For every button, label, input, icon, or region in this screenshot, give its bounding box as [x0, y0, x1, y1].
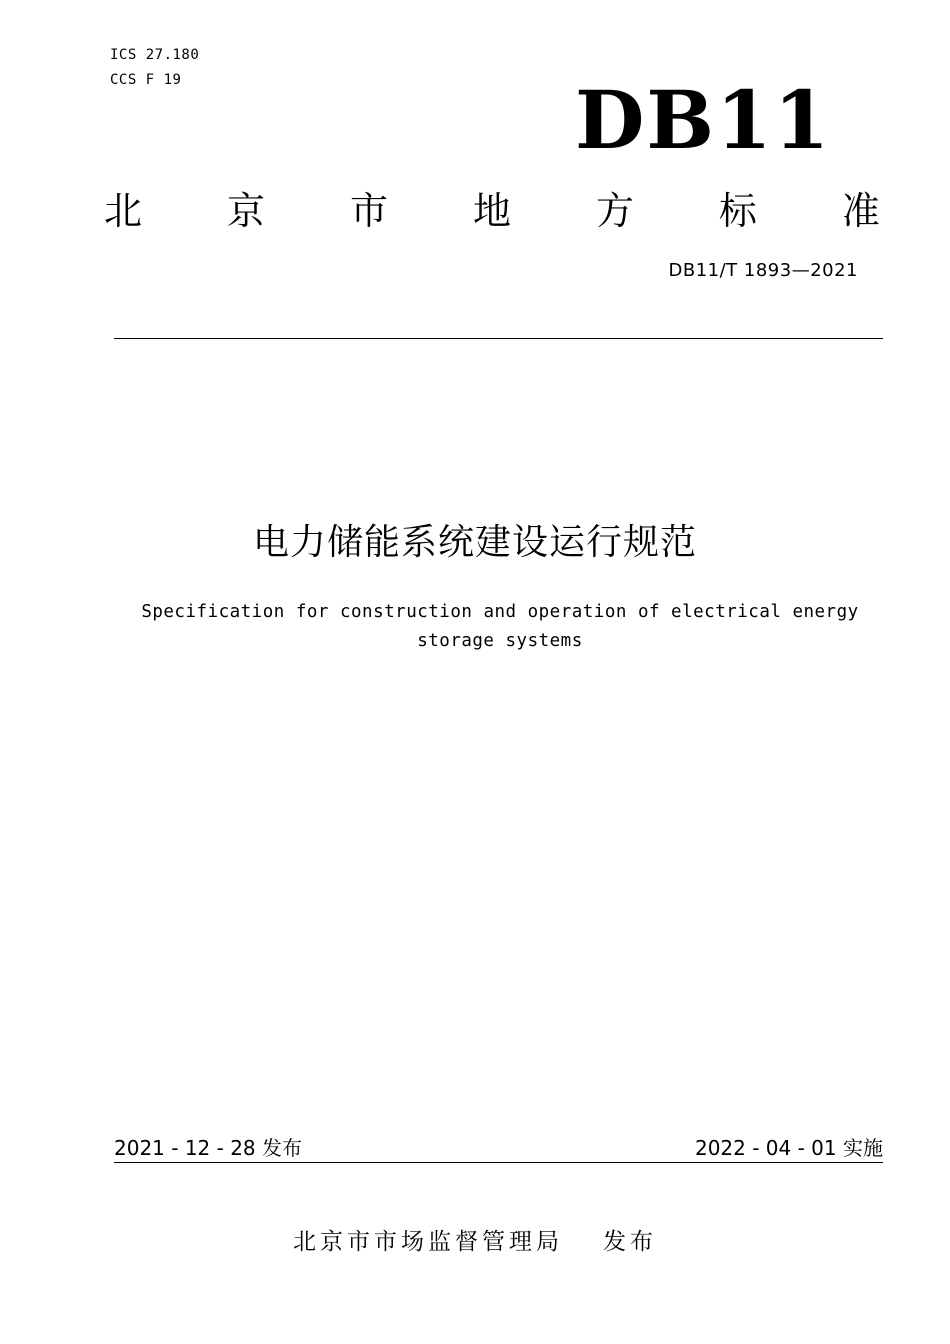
issuer-name: 北京市市场监督管理局 [293, 1229, 563, 1255]
standard-type-char: 京 [226, 188, 265, 233]
db11-logo: DB11 [575, 73, 832, 167]
standard-type-char: 准 [841, 188, 880, 233]
standard-type-char: 地 [472, 188, 511, 233]
standard-number: DB11/T 1893—2021 [668, 260, 858, 281]
implement-date: 2022 - 04 - 01 实施 [694, 1136, 883, 1160]
standard-type-char: 市 [349, 188, 388, 233]
issuer-line [0, 1223, 950, 1256]
top-divider [114, 338, 883, 339]
issuer-action: 发布 [603, 1229, 657, 1255]
ics-code: ICS 27.180 [110, 47, 200, 63]
english-title-line-1: Specification for construction and operation of electrical energy [141, 602, 859, 622]
standard-type-char: 方 [595, 188, 634, 233]
english-title-line-2: storage systems [417, 631, 583, 651]
publish-date: 2021 - 12 - 28 发布 [114, 1136, 303, 1160]
english-title [105, 598, 895, 656]
standard-type-char: 标 [718, 188, 757, 233]
ccs-code: CCS F 19 [110, 72, 182, 88]
chinese-title: 电力储能系统建设运行规范 [252, 522, 697, 563]
standard-type-char: 北 [104, 188, 143, 233]
bottom-divider [114, 1162, 883, 1163]
standard-type-title [104, 182, 880, 232]
